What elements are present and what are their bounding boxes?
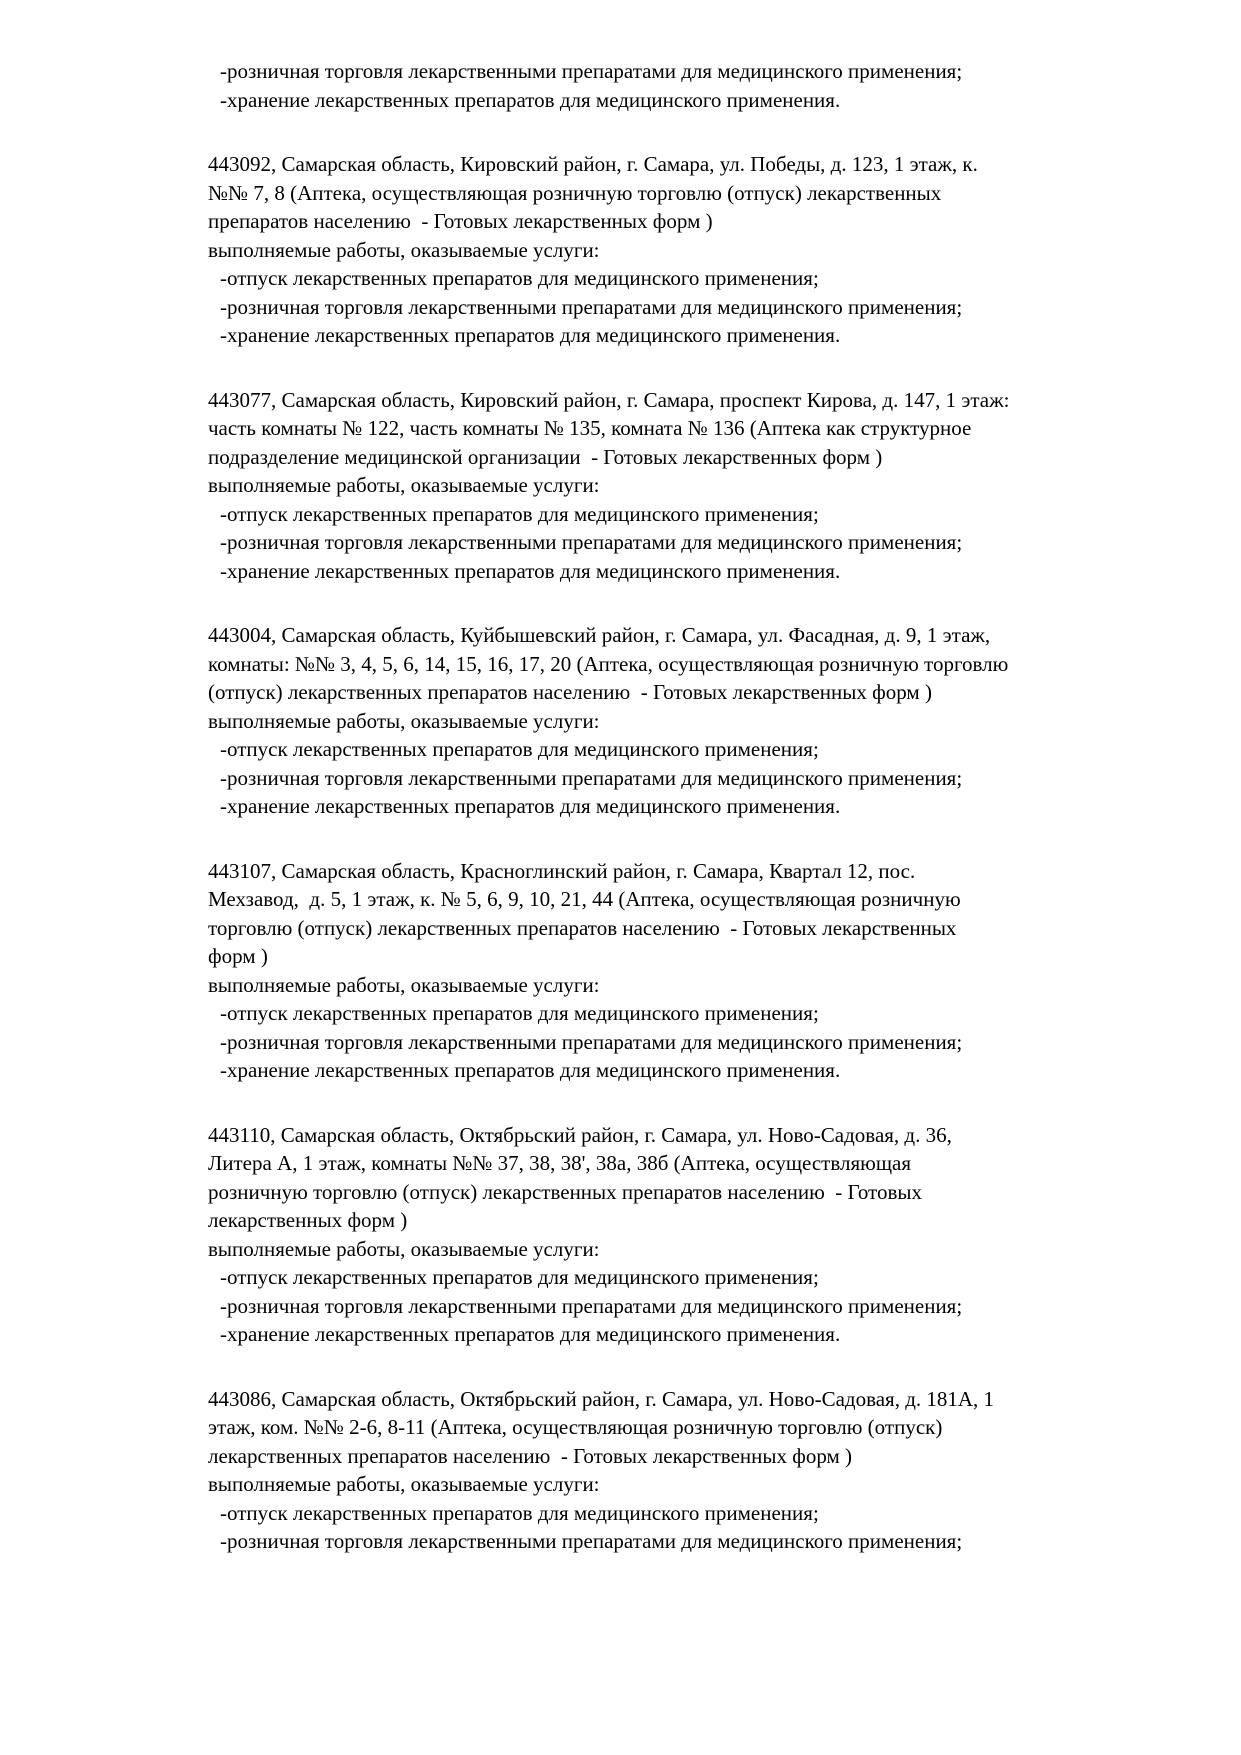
services-header: выполняемые работы, оказываемые услуги: <box>208 972 600 997</box>
service-item: -хранение лекарственных препаратов для медицинского применения. <box>220 323 841 347</box>
service-item: -розничная торговля лекарственными препаратами для медицинского применения; <box>220 530 963 554</box>
license-address-line: №№ 7, 8 (Аптека, осуществляющая розничную торговлю (отпуск) лекарственных <box>208 180 942 205</box>
license-entry-443077 <box>208 386 1203 586</box>
license-address-line: Мехзавод, д. 5, 1 этаж, к. № 5, 6, 9, 10, 21, 44 (Аптека, осуществляющая розничную <box>208 887 961 911</box>
license-address-line: лекарственных форм ) <box>208 1208 408 1232</box>
license-address-line: 443110, Самарская область, Октябрьский район, г. Самара, ул. Ново-Садовая, д. 36, <box>208 1122 952 1147</box>
license-address-line: (отпуск) лекарственных препаратов населению - Готовых лекарственных форм ) <box>208 680 932 704</box>
license-address-line: розничную торговлю (отпуск) лекарственных препаратов населению - Готовых <box>208 1179 922 1204</box>
service-item: -розничная торговля лекарственными препаратами для медицинского применения; <box>220 294 963 319</box>
services-header: выполняемые работы, оказываемые услуги: <box>208 237 600 262</box>
license-address-line: 443004, Самарская область, Куйбышевский район, г. Самара, ул. Фасадная, д. 9, 1 этаж, <box>208 623 991 647</box>
license-entry-443092 <box>208 150 1203 350</box>
services-header: выполняемые работы, оказываемые услуги: <box>208 708 600 733</box>
license-address-line: часть комнаты № 122, часть комнаты № 135, комната № 136 (Аптека как структурное <box>208 416 972 440</box>
license-entry-443004 <box>208 621 1203 821</box>
services-header: выполняемые работы, оказываемые услуги: <box>208 473 600 497</box>
service-item: -розничная торговля лекарственными препаратами для медицинского применения; <box>220 1529 963 1553</box>
license-address-line: 443092, Самарская область, Кировский район, г. Самара, ул. Победы, д. 123, 1 этаж, к. <box>208 152 978 176</box>
service-item: -хранение лекарственных препаратов для медицинского применения. <box>220 558 841 583</box>
services-header: выполняемые работы, оказываемые услуги: <box>208 1236 600 1261</box>
intro-services-block <box>208 57 1203 114</box>
service-item: -отпуск лекарственных препаратов для медицинского применения; <box>220 1001 819 1025</box>
license-entry-443107 <box>208 857 1203 1085</box>
document-content <box>208 57 1203 1556</box>
license-address-line: препаратов населению - Готовых лекарственных форм ) <box>208 209 713 233</box>
license-address-line: форм ) <box>208 944 268 968</box>
license-address-line: лекарственных препаратов населению - Готовых лекарственных форм ) <box>208 1443 853 1468</box>
service-item: -отпуск лекарственных препаратов для медицинского применения; <box>220 266 819 290</box>
service-item: -хранение лекарственных препаратов для медицинского применения. <box>220 87 841 112</box>
license-entry-443110 <box>208 1121 1203 1349</box>
service-item: -хранение лекарственных препаратов для медицинского применения. <box>220 794 841 818</box>
service-item: -отпуск лекарственных препаратов для медицинского применения; <box>220 501 819 526</box>
service-item: -хранение лекарственных препаратов для медицинского применения. <box>220 1322 841 1346</box>
service-item: -отпуск лекарственных препаратов для медицинского применения; <box>220 1500 819 1525</box>
service-item: -розничная торговля лекарственными препаратами для медицинского применения; <box>220 1029 963 1054</box>
service-item: -отпуск лекарственных препаратов для медицинского применения; <box>220 1265 819 1289</box>
services-header: выполняемые работы, оказываемые услуги: <box>208 1472 600 1496</box>
license-address-line: Литера А, 1 этаж, комнаты №№ 37, 38, 38', 38а, 38б (Аптека, осуществляющая <box>208 1151 911 1175</box>
license-address-line: 443077, Самарская область, Кировский район, г. Самара, проспект Кирова, д. 147, 1 этаж: <box>208 387 1010 412</box>
service-item: -розничная торговля лекарственными препаратами для медицинского применения; <box>220 1293 963 1318</box>
license-address-line: этаж, ком. №№ 2-6, 8-11 (Аптека, осуществляющая розничную торговлю (отпуск) <box>208 1415 943 1439</box>
service-item: -розничная торговля лекарственными препаратами для медицинского применения; <box>220 59 963 83</box>
license-address-line: 443107, Самарская область, Красноглинский район, г. Самара, Квартал 12, пос. <box>208 858 916 883</box>
license-address-line: 443086, Самарская область, Октябрьский район, г. Самара, ул. Ново-Садовая, д. 181А, 1 <box>208 1386 995 1411</box>
service-item: -хранение лекарственных препаратов для медицинского применения. <box>220 1058 841 1082</box>
service-item: -отпуск лекарственных препаратов для медицинского применения; <box>220 737 819 761</box>
license-entry-443086 <box>208 1385 1203 1556</box>
license-address-line: торговлю (отпуск) лекарственных препаратов населению - Готовых лекарственных <box>208 915 957 940</box>
license-address-line: подразделение медицинской организации - Готовых лекарственных форм ) <box>208 444 883 469</box>
service-item: -розничная торговля лекарственными препаратами для медицинского применения; <box>220 765 963 790</box>
license-address-line: комнаты: №№ 3, 4, 5, 6, 14, 15, 16, 17, 20 (Аптека, осуществляющая розничную торговлю <box>208 651 1009 676</box>
